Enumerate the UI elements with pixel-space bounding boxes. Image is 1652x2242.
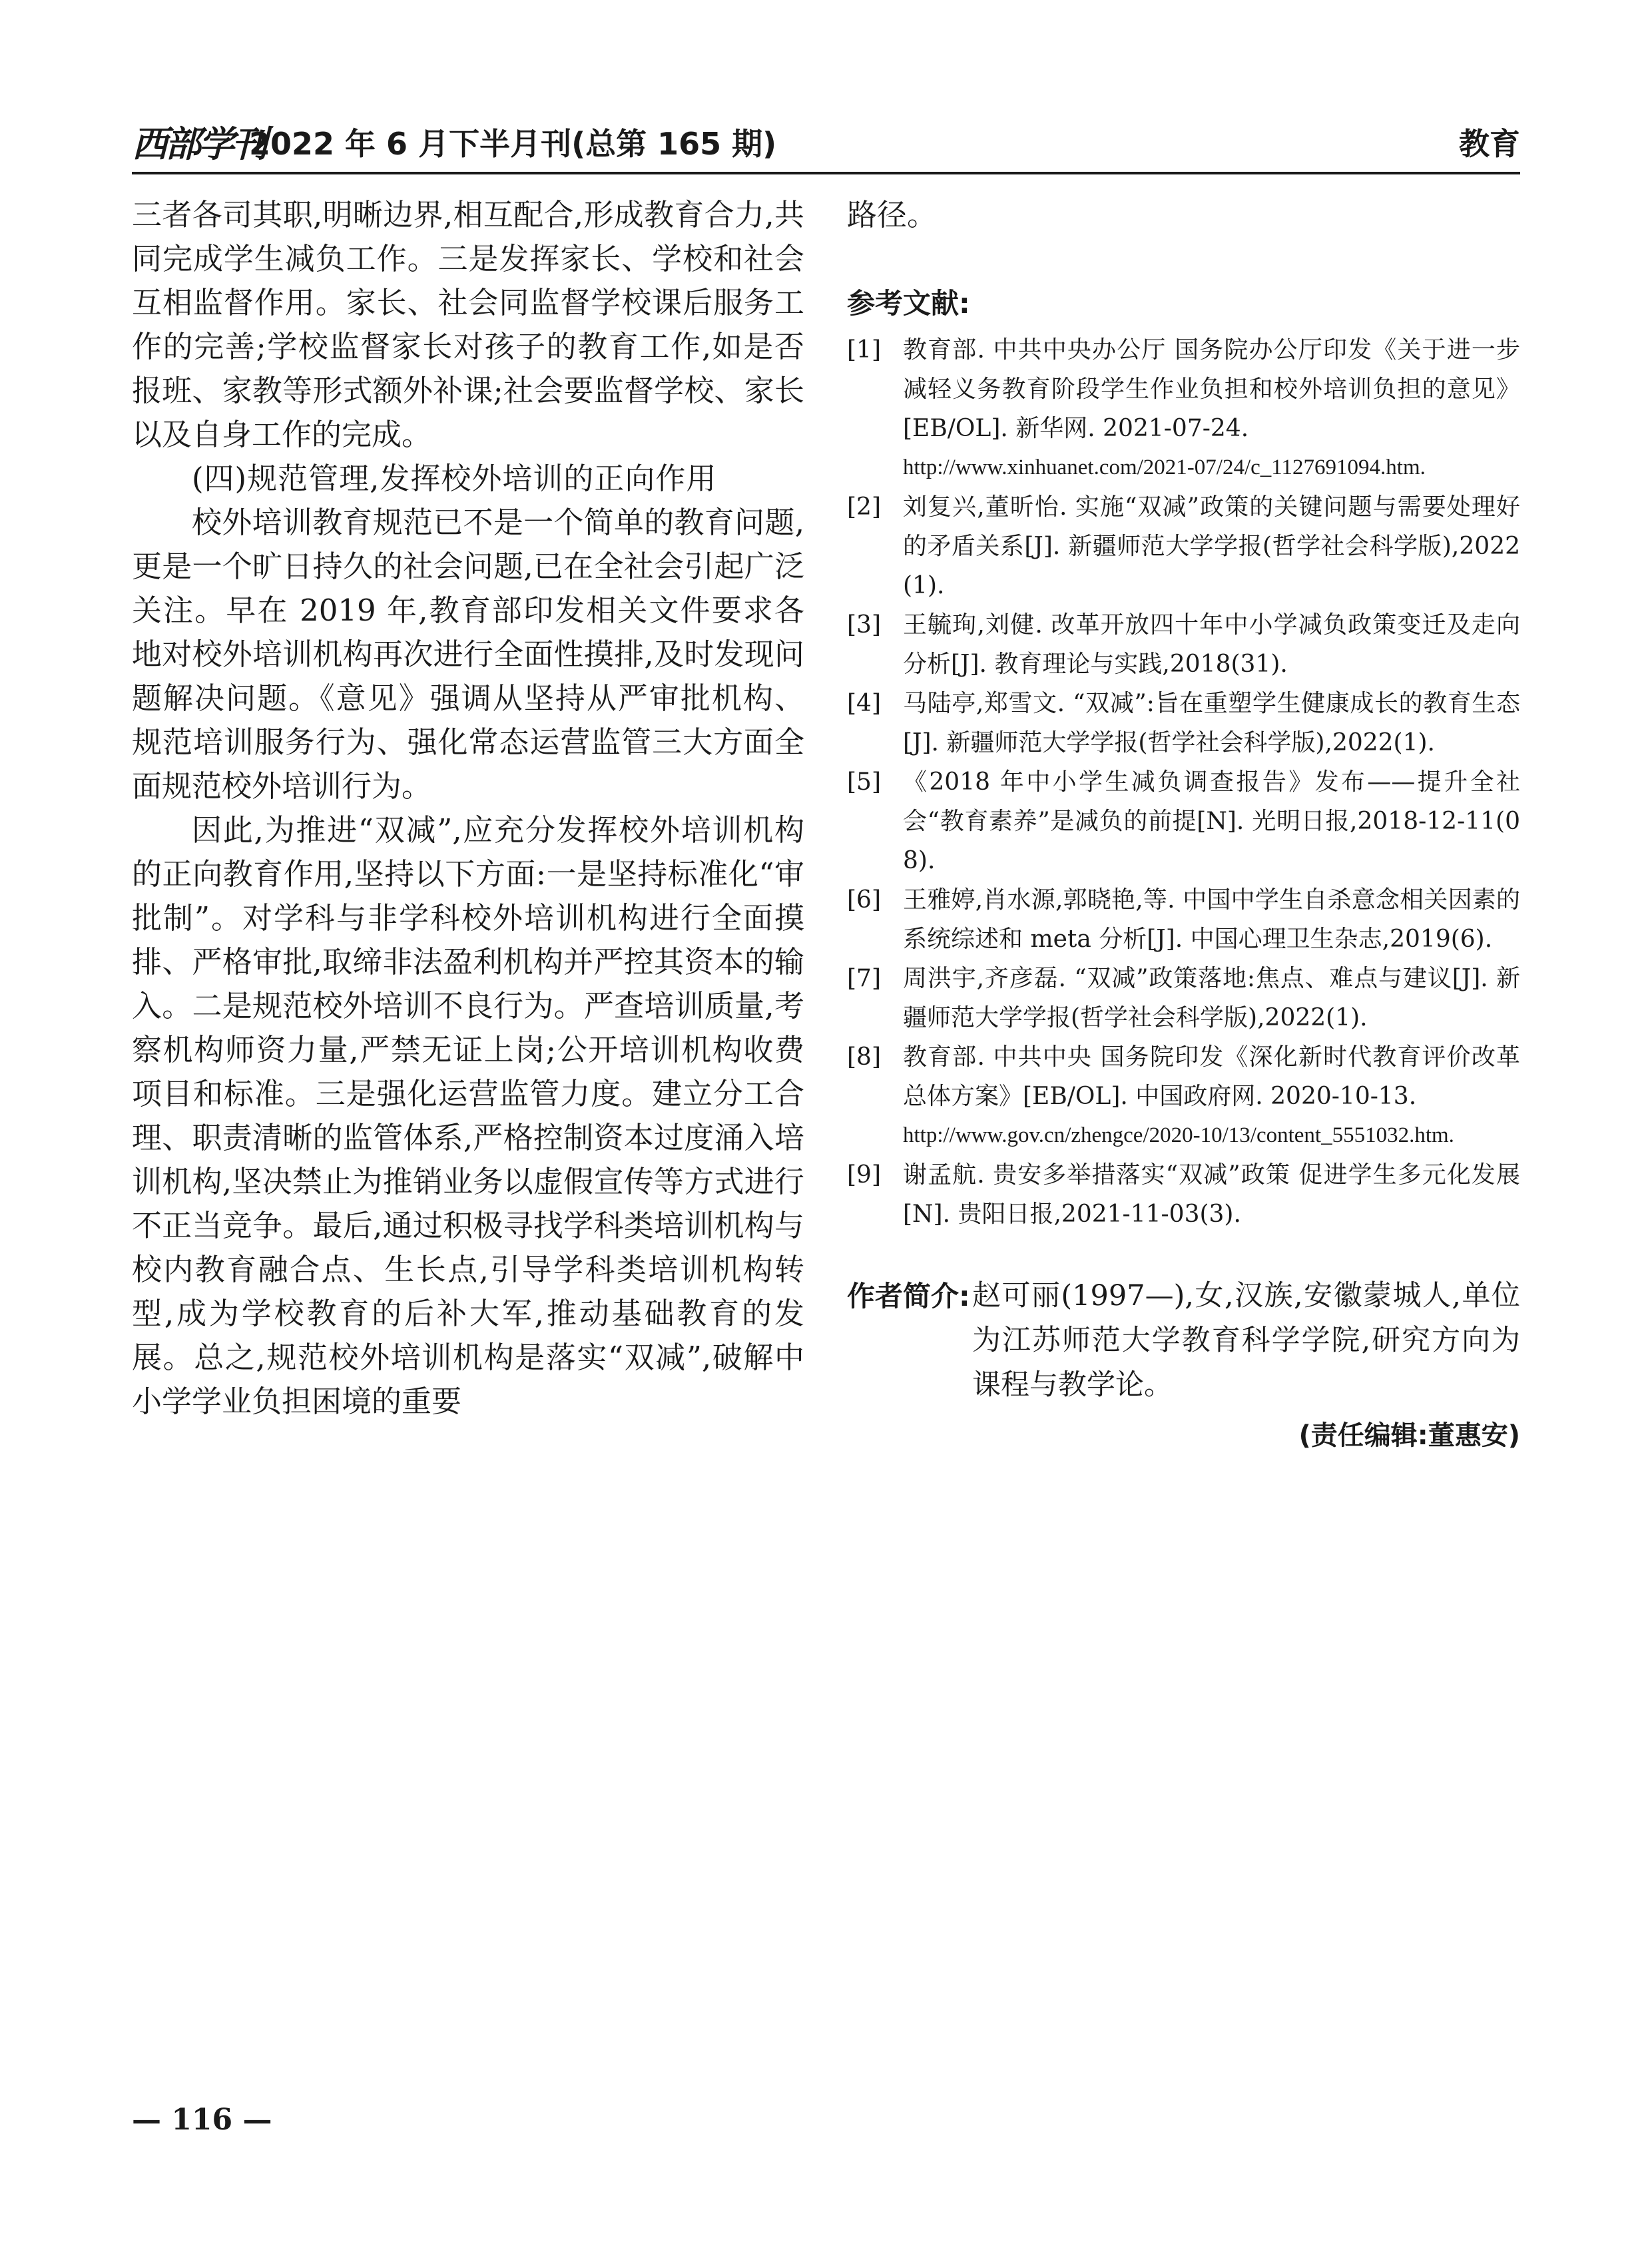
author-bio bbox=[847, 1274, 1520, 1408]
reference-item bbox=[847, 487, 1520, 605]
reference-url[interactable]: http://www.gov.cn/zhengce/2020-10/13/content_5551032.htm. bbox=[903, 1123, 1454, 1147]
reference-number: [9] bbox=[847, 1161, 881, 1189]
reference-item bbox=[847, 684, 1520, 762]
reference-item bbox=[847, 762, 1520, 880]
references-list bbox=[847, 330, 1520, 1234]
reference-text: 《2018 年中小学生减负调查报告》发布——提升全社会“教育素养”是减负的前提[N]. 光明日报,2018-12-11(08). bbox=[903, 768, 1520, 874]
reference-item bbox=[847, 959, 1520, 1037]
reference-number: [3] bbox=[847, 611, 881, 639]
responsible-editor: (责任编辑:董惠安) bbox=[1298, 1420, 1520, 1451]
paragraph: 因此,为推进“双减”,应充分发挥校外培训机构的正向教育作用,坚持以下方面:一是坚持标准化“审批制”。对学科与非学科校外培训机构进行全面摸排、严格审批,取缔非法盈利机构并严控其资本的输入。二是规范校外培训不良行为。严查培训质量,考察机构师资力量,严禁无证上岗;公开培训机构收费项目和标准。三是强化运营监管力度。建立分工合理、职责清晰的监管体系,严格控制资本过度涌入培训机构,坚决禁止为推销业务以虚假宣传等方式进行不正当竞争。最后,通过积极寻找学科类培训机构与校内教育融合点、生长点,引导学科类培训机构转型,成为学校教育的后补大军,推动基础教育的发展。总之,规范校外培训机构是落实“双减”,破解中小学学业负担困境的重要 bbox=[132, 812, 804, 1419]
references-title: 参考文献: bbox=[847, 287, 970, 320]
reference-item bbox=[847, 880, 1520, 959]
reference-text: 刘复兴,董昕怡. 实施“双减”政策的关键问题与需要处理好的矛盾关系[J]. 新疆师范大学学报(哲学社会科学版),2022(1). bbox=[903, 493, 1520, 599]
reference-number: [4] bbox=[847, 690, 881, 717]
section-label: 教育 bbox=[1459, 126, 1520, 162]
reference-item bbox=[847, 330, 1520, 487]
paragraph: 校外培训教育规范已不是一个简单的教育问题,更是一个旷日持久的社会问题,已在全社会引起广泛关注。早在 2019 年,教育部印发相关文件要求各地对校外培训机构再次进行全面性摸排,及时发现问题解决问题。《意见》强调从坚持从严审批机构、规范培训服务行为、强化常态运营监管三大方面全面规范校外培训行为。 bbox=[132, 505, 804, 804]
reference-text: 教育部. 中共中央办公厅 国务院办公厅印发《关于进一步减轻义务教育阶段学生作业负担和校外培训负担的意见》[EB/OL]. 新华网. 2021-07-24. bbox=[903, 336, 1520, 442]
page-header bbox=[132, 112, 1520, 174]
author-bio-label: 作者简介: bbox=[847, 1280, 970, 1312]
reference-item bbox=[847, 1037, 1520, 1155]
paragraph: 三者各司其职,明晰边界,相互配合,形成教育合力,共同完成学生减负工作。三是发挥家长、学校和社会互相监督作用。家长、社会同监督学校课后服务工作的完善;学校监督家长对孩子的教育工作,如是否报班、家教等形式额外补课;社会要监督学校、家长以及自身工作的完成。 bbox=[132, 197, 804, 452]
left-column bbox=[132, 193, 804, 1424]
reference-number: [8] bbox=[847, 1043, 881, 1071]
reference-text: 王雅婷,肖水源,郭晓艳,等. 中国中学生自杀意念相关因素的系统综述和 meta 分析[J]. 中国心理卫生杂志,2019(6). bbox=[903, 886, 1520, 953]
reference-number: [1] bbox=[847, 336, 881, 364]
author-bio-text: 赵可丽(1997—),女,汉族,安徽蒙城人,单位为江苏师范大学教育科学学院,研究方向为课程与教学论。 bbox=[972, 1279, 1520, 1402]
reference-url[interactable]: http://www.xinhuanet.com/2021-07/24/c_1127691094.htm. bbox=[903, 455, 1426, 479]
reference-item bbox=[847, 1155, 1520, 1234]
reference-number: [5] bbox=[847, 768, 881, 796]
continuation-text bbox=[847, 193, 1520, 237]
reference-text: 谢孟航. 贵安多举措落实“双减”政策 促进学生多元化发展[N]. 贵阳日报,2021-11-03(3). bbox=[903, 1161, 1520, 1228]
reference-item bbox=[847, 605, 1520, 684]
reference-text: 王毓珣,刘健. 改革开放四十年中小学减负政策变迁及走向分析[J]. 教育理论与实践,2018(31). bbox=[903, 611, 1520, 678]
right-column bbox=[847, 193, 1520, 1456]
reference-text: 周洪宇,齐彦磊. “双减”政策落地:焦点、难点与建议[J]. 新疆师范大学学报(哲学社会科学版),2022(1). bbox=[903, 965, 1520, 1031]
paragraph: 路径。 bbox=[847, 197, 938, 232]
reference-number: [2] bbox=[847, 493, 881, 521]
reference-text: 教育部. 中共中央 国务院印发《深化新时代教育评价改革总体方案》[EB/OL]. 中国政府网. 2020-10-13. bbox=[903, 1043, 1520, 1110]
journal-logo: 西部学刊 bbox=[132, 123, 265, 165]
reference-number: [7] bbox=[847, 965, 881, 992]
page-number: — 116 — bbox=[132, 2103, 272, 2137]
section-subheading: (四)规范管理,发挥校外培训的正向作用 bbox=[192, 461, 717, 496]
issue-info: 2022 年 6 月下半月刊(总第 165 期) bbox=[249, 126, 777, 162]
reference-text: 马陆亭,郑雪文. “双减”:旨在重塑学生健康成长的教育生态[J]. 新疆师范大学学报(哲学社会科学版),2022(1). bbox=[903, 690, 1520, 756]
reference-number: [6] bbox=[847, 886, 881, 914]
